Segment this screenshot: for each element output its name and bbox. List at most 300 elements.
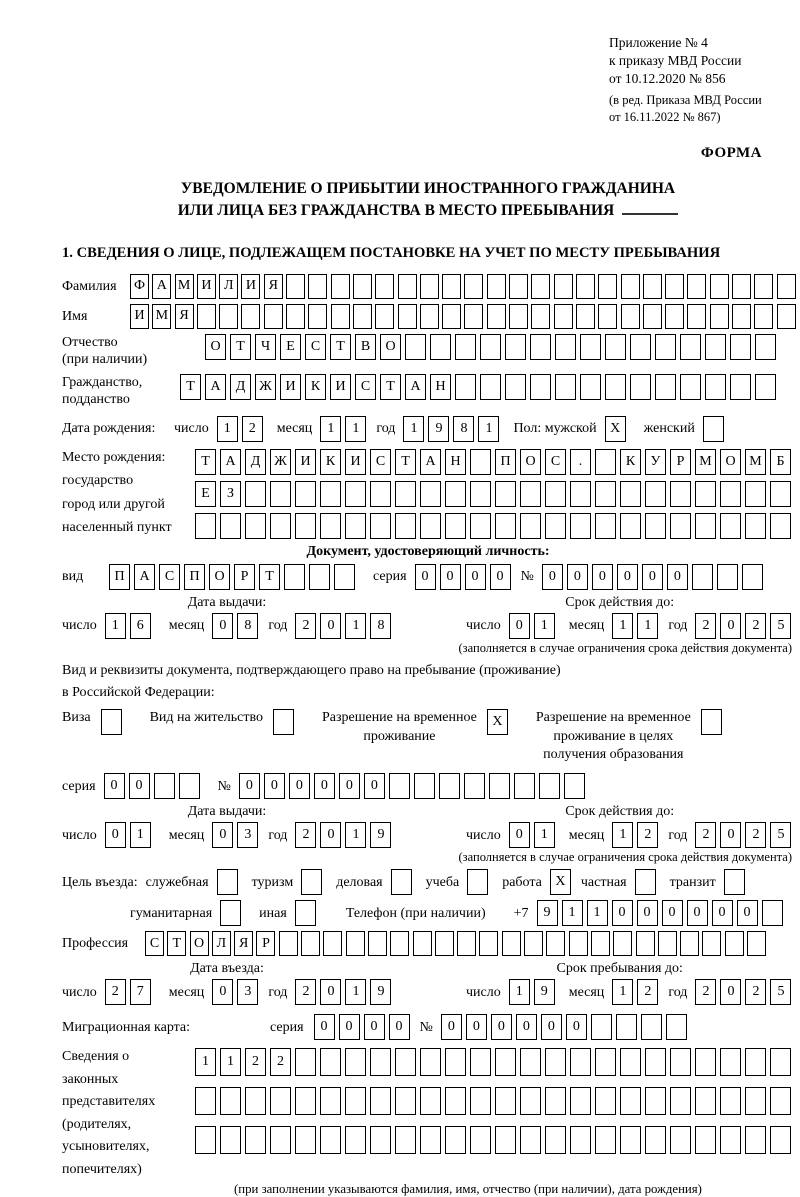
char-box[interactable]: М [152, 304, 171, 329]
char-box[interactable]: 8 [370, 613, 391, 639]
char-box[interactable]: 0 [364, 773, 385, 799]
char-box[interactable] [670, 513, 691, 539]
char-box[interactable]: 8 [237, 613, 258, 639]
char-box[interactable] [295, 1048, 316, 1076]
char-box[interactable] [720, 481, 741, 507]
char-box[interactable] [680, 334, 701, 360]
char-box[interactable] [430, 334, 451, 360]
char-box[interactable] [520, 1126, 541, 1154]
char-box[interactable] [455, 374, 476, 400]
char-box[interactable]: 0 [491, 1014, 512, 1040]
char-box[interactable] [732, 274, 751, 299]
char-box[interactable] [720, 513, 741, 539]
char-box[interactable] [470, 1048, 491, 1076]
char-box[interactable]: П [184, 564, 205, 590]
char-box[interactable]: 0 [712, 900, 733, 926]
char-box[interactable] [630, 374, 651, 400]
char-box[interactable] [658, 931, 677, 956]
char-box[interactable] [555, 334, 576, 360]
char-box[interactable] [279, 931, 298, 956]
char-box[interactable] [620, 481, 641, 507]
char-box[interactable] [331, 304, 350, 329]
char-box[interactable]: 1 [320, 416, 341, 442]
char-box[interactable] [245, 1126, 266, 1154]
char-box[interactable] [445, 481, 466, 507]
char-box[interactable] [464, 304, 483, 329]
char-box[interactable]: К [620, 449, 641, 475]
char-box[interactable] [645, 513, 666, 539]
char-box[interactable]: Ж [255, 374, 276, 400]
char-box[interactable]: И [280, 374, 301, 400]
char-box[interactable] [334, 564, 355, 590]
char-box[interactable]: 9 [537, 900, 558, 926]
char-box[interactable]: 0 [212, 613, 233, 639]
char-box[interactable] [591, 1014, 612, 1040]
char-box[interactable] [395, 513, 416, 539]
char-box[interactable] [569, 931, 588, 956]
char-box[interactable] [580, 374, 601, 400]
char-box[interactable]: 0 [642, 564, 663, 590]
char-box[interactable] [636, 931, 655, 956]
char-box[interactable]: Ж [270, 449, 291, 475]
char-box[interactable] [621, 304, 640, 329]
char-box[interactable] [345, 1048, 366, 1076]
char-box[interactable] [725, 931, 744, 956]
char-box[interactable] [470, 513, 491, 539]
char-box[interactable] [630, 334, 651, 360]
char-box[interactable]: У [645, 449, 666, 475]
char-box[interactable] [195, 1126, 216, 1154]
char-box[interactable] [464, 274, 483, 299]
char-box[interactable]: 2 [295, 613, 316, 639]
char-box[interactable]: И [130, 304, 149, 329]
char-box[interactable] [264, 304, 283, 329]
char-box[interactable] [576, 304, 595, 329]
char-box[interactable] [495, 1087, 516, 1115]
char-box[interactable] [320, 1048, 341, 1076]
char-box[interactable] [742, 564, 763, 590]
char-box[interactable] [495, 1126, 516, 1154]
checkbox[interactable]: X [550, 869, 571, 895]
char-box[interactable]: 2 [295, 822, 316, 848]
char-box[interactable]: 0 [314, 773, 335, 799]
char-box[interactable]: 1 [345, 822, 366, 848]
checkbox[interactable] [467, 869, 488, 895]
char-box[interactable] [413, 931, 432, 956]
char-box[interactable]: О [380, 334, 401, 360]
char-box[interactable]: О [190, 931, 209, 956]
char-box[interactable] [546, 931, 565, 956]
char-box[interactable]: 0 [637, 900, 658, 926]
char-box[interactable]: 2 [105, 979, 126, 1005]
char-box[interactable] [720, 1048, 741, 1076]
char-box[interactable]: 0 [239, 773, 260, 799]
char-box[interactable] [595, 1087, 616, 1115]
char-box[interactable] [777, 274, 796, 299]
char-box[interactable] [284, 564, 305, 590]
char-box[interactable] [717, 564, 738, 590]
char-box[interactable]: С [145, 931, 164, 956]
char-box[interactable] [570, 1126, 591, 1154]
char-box[interactable] [320, 513, 341, 539]
char-box[interactable] [770, 1048, 791, 1076]
char-box[interactable] [445, 1126, 466, 1154]
char-box[interactable]: И [295, 449, 316, 475]
char-box[interactable] [509, 304, 528, 329]
char-box[interactable] [470, 449, 491, 475]
char-box[interactable]: Д [245, 449, 266, 475]
char-box[interactable]: 0 [662, 900, 683, 926]
char-box[interactable] [770, 1126, 791, 1154]
char-box[interactable] [505, 374, 526, 400]
char-box[interactable] [695, 481, 716, 507]
char-box[interactable] [621, 274, 640, 299]
char-box[interactable]: Л [212, 931, 231, 956]
char-box[interactable] [395, 1126, 416, 1154]
char-box[interactable] [666, 1014, 687, 1040]
char-box[interactable]: М [745, 449, 766, 475]
char-box[interactable]: 1 [612, 822, 633, 848]
char-box[interactable] [591, 931, 610, 956]
char-box[interactable] [346, 931, 365, 956]
char-box[interactable]: Т [380, 374, 401, 400]
char-box[interactable] [420, 1087, 441, 1115]
char-box[interactable]: П [109, 564, 130, 590]
char-box[interactable] [520, 1048, 541, 1076]
char-box[interactable] [732, 304, 751, 329]
char-box[interactable]: И [197, 274, 216, 299]
char-box[interactable] [489, 773, 510, 799]
char-box[interactable] [520, 513, 541, 539]
char-box[interactable] [620, 1126, 641, 1154]
char-box[interactable]: Т [230, 334, 251, 360]
char-box[interactable]: 2 [695, 979, 716, 1005]
char-box[interactable] [770, 481, 791, 507]
char-box[interactable] [687, 274, 706, 299]
char-box[interactable] [687, 304, 706, 329]
char-box[interactable] [755, 334, 776, 360]
char-box[interactable]: К [305, 374, 326, 400]
char-box[interactable] [762, 900, 783, 926]
char-box[interactable] [470, 1087, 491, 1115]
char-box[interactable] [345, 481, 366, 507]
char-box[interactable] [777, 304, 796, 329]
char-box[interactable]: 1 [509, 979, 530, 1005]
char-box[interactable] [754, 304, 773, 329]
char-box[interactable]: 0 [509, 822, 530, 848]
char-box[interactable]: 0 [364, 1014, 385, 1040]
char-box[interactable] [308, 274, 327, 299]
char-box[interactable]: А [205, 374, 226, 400]
char-box[interactable]: 0 [389, 1014, 410, 1040]
char-box[interactable] [595, 481, 616, 507]
char-box[interactable] [270, 481, 291, 507]
char-box[interactable]: 0 [339, 773, 360, 799]
char-box[interactable] [595, 1048, 616, 1076]
char-box[interactable] [480, 334, 501, 360]
char-box[interactable]: О [520, 449, 541, 475]
char-box[interactable] [605, 374, 626, 400]
char-box[interactable] [702, 931, 721, 956]
char-box[interactable] [545, 481, 566, 507]
char-box[interactable] [495, 481, 516, 507]
char-box[interactable] [670, 481, 691, 507]
checkbox[interactable] [701, 709, 722, 735]
checkbox[interactable]: X [487, 709, 508, 735]
char-box[interactable]: 1 [534, 822, 555, 848]
char-box[interactable]: 0 [541, 1014, 562, 1040]
char-box[interactable] [435, 931, 454, 956]
char-box[interactable] [445, 513, 466, 539]
char-box[interactable] [509, 274, 528, 299]
char-box[interactable] [420, 1126, 441, 1154]
checkbox[interactable] [273, 709, 294, 735]
char-box[interactable]: Я [264, 274, 283, 299]
char-box[interactable] [405, 334, 426, 360]
char-box[interactable]: 0 [720, 979, 741, 1005]
char-box[interactable]: 0 [264, 773, 285, 799]
char-box[interactable]: 0 [320, 979, 341, 1005]
checkbox[interactable] [703, 416, 724, 442]
char-box[interactable]: 0 [687, 900, 708, 926]
char-box[interactable]: 1 [130, 822, 151, 848]
char-box[interactable] [502, 931, 521, 956]
char-box[interactable] [705, 374, 726, 400]
char-box[interactable] [605, 334, 626, 360]
char-box[interactable]: А [134, 564, 155, 590]
char-box[interactable]: Р [670, 449, 691, 475]
char-box[interactable]: 0 [612, 900, 633, 926]
char-box[interactable] [576, 274, 595, 299]
char-box[interactable]: С [545, 449, 566, 475]
char-box[interactable]: П [495, 449, 516, 475]
char-box[interactable]: Т [259, 564, 280, 590]
char-box[interactable] [241, 304, 260, 329]
char-box[interactable] [730, 374, 751, 400]
char-box[interactable]: 0 [440, 564, 461, 590]
char-box[interactable]: 0 [667, 564, 688, 590]
char-box[interactable] [770, 513, 791, 539]
char-box[interactable] [670, 1126, 691, 1154]
char-box[interactable] [398, 304, 417, 329]
char-box[interactable]: К [320, 449, 341, 475]
char-box[interactable] [641, 1014, 662, 1040]
char-box[interactable]: Ч [255, 334, 276, 360]
char-box[interactable] [420, 481, 441, 507]
char-box[interactable] [445, 1087, 466, 1115]
char-box[interactable] [747, 931, 766, 956]
char-box[interactable] [420, 304, 439, 329]
char-box[interactable] [520, 1087, 541, 1115]
char-box[interactable] [730, 334, 751, 360]
char-box[interactable] [670, 1087, 691, 1115]
char-box[interactable] [320, 1087, 341, 1115]
char-box[interactable] [353, 304, 372, 329]
char-box[interactable] [710, 274, 729, 299]
char-box[interactable] [295, 513, 316, 539]
char-box[interactable]: 7 [130, 979, 151, 1005]
char-box[interactable]: 0 [105, 822, 126, 848]
char-box[interactable] [370, 1048, 391, 1076]
char-box[interactable] [570, 1048, 591, 1076]
char-box[interactable] [745, 1087, 766, 1115]
char-box[interactable]: 2 [637, 822, 658, 848]
char-box[interactable] [705, 334, 726, 360]
char-box[interactable]: А [420, 449, 441, 475]
char-box[interactable] [643, 304, 662, 329]
char-box[interactable] [154, 773, 175, 799]
char-box[interactable] [308, 304, 327, 329]
char-box[interactable]: А [405, 374, 426, 400]
char-box[interactable] [270, 1087, 291, 1115]
char-box[interactable] [368, 931, 387, 956]
char-box[interactable]: Е [280, 334, 301, 360]
char-box[interactable]: С [159, 564, 180, 590]
char-box[interactable] [531, 274, 550, 299]
char-box[interactable]: Р [256, 931, 275, 956]
char-box[interactable] [420, 513, 441, 539]
char-box[interactable] [295, 1126, 316, 1154]
char-box[interactable]: 1 [345, 613, 366, 639]
char-box[interactable]: Я [234, 931, 253, 956]
char-box[interactable] [301, 931, 320, 956]
char-box[interactable]: 0 [566, 1014, 587, 1040]
char-box[interactable]: 2 [245, 1048, 266, 1076]
char-box[interactable]: Б [770, 449, 791, 475]
checkbox[interactable] [295, 900, 316, 926]
char-box[interactable]: 1 [345, 416, 366, 442]
char-box[interactable]: 1 [587, 900, 608, 926]
char-box[interactable] [487, 274, 506, 299]
char-box[interactable] [295, 481, 316, 507]
char-box[interactable]: Т [167, 931, 186, 956]
char-box[interactable] [680, 931, 699, 956]
char-box[interactable]: 8 [453, 416, 474, 442]
char-box[interactable] [570, 481, 591, 507]
char-box[interactable]: 1 [220, 1048, 241, 1076]
char-box[interactable]: З [220, 481, 241, 507]
char-box[interactable]: 0 [592, 564, 613, 590]
char-box[interactable] [530, 374, 551, 400]
char-box[interactable]: 0 [542, 564, 563, 590]
char-box[interactable]: М [695, 449, 716, 475]
char-box[interactable] [595, 449, 616, 475]
char-box[interactable]: 2 [745, 822, 766, 848]
char-box[interactable]: 1 [562, 900, 583, 926]
char-box[interactable] [545, 1048, 566, 1076]
char-box[interactable]: 1 [534, 613, 555, 639]
char-box[interactable]: 0 [320, 822, 341, 848]
char-box[interactable]: 5 [770, 613, 791, 639]
char-box[interactable]: Т [195, 449, 216, 475]
char-box[interactable] [375, 304, 394, 329]
char-box[interactable]: О [720, 449, 741, 475]
char-box[interactable]: Н [445, 449, 466, 475]
char-box[interactable] [455, 334, 476, 360]
char-box[interactable] [395, 1048, 416, 1076]
char-box[interactable] [414, 773, 435, 799]
char-box[interactable]: 9 [370, 979, 391, 1005]
char-box[interactable] [598, 274, 617, 299]
checkbox[interactable] [217, 869, 238, 895]
char-box[interactable]: 1 [105, 613, 126, 639]
checkbox[interactable] [635, 869, 656, 895]
char-box[interactable]: 2 [695, 822, 716, 848]
char-box[interactable]: Т [330, 334, 351, 360]
char-box[interactable] [670, 1048, 691, 1076]
char-box[interactable] [353, 274, 372, 299]
char-box[interactable] [595, 1126, 616, 1154]
char-box[interactable] [645, 1048, 666, 1076]
char-box[interactable] [530, 334, 551, 360]
char-box[interactable]: Т [395, 449, 416, 475]
char-box[interactable] [479, 931, 498, 956]
char-box[interactable] [345, 513, 366, 539]
char-box[interactable]: И [330, 374, 351, 400]
char-box[interactable]: С [355, 374, 376, 400]
char-box[interactable] [645, 481, 666, 507]
char-box[interactable] [665, 304, 684, 329]
char-box[interactable] [464, 773, 485, 799]
char-box[interactable] [323, 931, 342, 956]
char-box[interactable]: 0 [415, 564, 436, 590]
char-box[interactable] [331, 274, 350, 299]
char-box[interactable]: 6 [130, 613, 151, 639]
char-box[interactable] [495, 513, 516, 539]
char-box[interactable] [745, 513, 766, 539]
char-box[interactable] [395, 481, 416, 507]
char-box[interactable]: 0 [339, 1014, 360, 1040]
char-box[interactable] [620, 1048, 641, 1076]
checkbox[interactable]: X [605, 416, 626, 442]
char-box[interactable] [598, 304, 617, 329]
char-box[interactable] [695, 1048, 716, 1076]
char-box[interactable] [613, 931, 632, 956]
char-box[interactable] [195, 513, 216, 539]
char-box[interactable] [745, 1126, 766, 1154]
char-box[interactable] [545, 1126, 566, 1154]
char-box[interactable]: 0 [289, 773, 310, 799]
char-box[interactable] [655, 334, 676, 360]
char-box[interactable] [245, 513, 266, 539]
char-box[interactable] [345, 1126, 366, 1154]
char-box[interactable] [645, 1126, 666, 1154]
char-box[interactable] [554, 304, 573, 329]
char-box[interactable] [692, 564, 713, 590]
char-box[interactable]: 1 [195, 1048, 216, 1076]
char-box[interactable]: 1 [637, 613, 658, 639]
char-box[interactable]: 1 [478, 416, 499, 442]
char-box[interactable] [570, 513, 591, 539]
char-box[interactable]: Ф [130, 274, 149, 299]
char-box[interactable]: 0 [314, 1014, 335, 1040]
char-box[interactable] [309, 564, 330, 590]
char-box[interactable] [197, 304, 216, 329]
checkbox[interactable] [724, 869, 745, 895]
char-box[interactable] [370, 1126, 391, 1154]
char-box[interactable] [345, 1087, 366, 1115]
char-box[interactable]: 3 [237, 979, 258, 1005]
char-box[interactable] [370, 481, 391, 507]
char-box[interactable]: 0 [720, 613, 741, 639]
char-box[interactable]: 1 [345, 979, 366, 1005]
char-box[interactable]: О [205, 334, 226, 360]
char-box[interactable] [520, 481, 541, 507]
char-box[interactable]: 5 [770, 979, 791, 1005]
char-box[interactable]: 0 [466, 1014, 487, 1040]
char-box[interactable] [555, 374, 576, 400]
char-box[interactable] [680, 374, 701, 400]
